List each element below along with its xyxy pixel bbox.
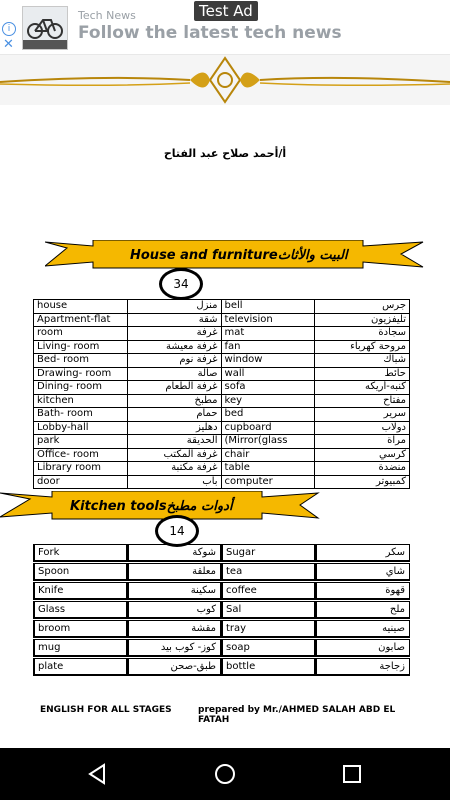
- arabic-word: سكينة: [127, 582, 221, 600]
- arabic-word: مفتاح: [315, 394, 410, 408]
- english-word: Living- room: [34, 340, 128, 354]
- table-row: [33, 563, 410, 581]
- arabic-word: حائط: [315, 367, 410, 381]
- arabic-word: معلقة: [127, 563, 221, 581]
- count-badge-house: 34: [159, 268, 203, 300]
- table-row: [33, 601, 410, 619]
- arabic-word: غرفة مكتبة: [127, 462, 221, 476]
- table-row: [34, 327, 410, 341]
- arabic-word: صينيه: [315, 620, 410, 638]
- arabic-word: غرفة معيشة: [127, 340, 221, 354]
- arabic-word: ملح: [315, 601, 410, 619]
- arabic-word: غرفة الطعام: [127, 381, 221, 395]
- english-word: bed: [221, 408, 315, 422]
- arabic-word: كوب: [127, 601, 221, 619]
- english-word: door: [34, 475, 128, 489]
- arabic-word: حمام: [127, 408, 221, 422]
- english-word: room: [34, 327, 128, 341]
- english-word: Office- room: [34, 448, 128, 462]
- ad-info-icon[interactable]: i: [2, 22, 16, 36]
- section-title-house: House and furnitureالبيت والأثاث: [130, 248, 348, 263]
- vocab-table-house: [33, 299, 410, 489]
- back-icon[interactable]: [86, 762, 110, 786]
- table-row: [33, 620, 410, 638]
- arabic-word: شقة: [127, 313, 221, 327]
- english-word: house: [34, 300, 128, 314]
- table-row: [33, 544, 410, 562]
- table-row: [34, 381, 410, 395]
- table-row: [34, 354, 410, 368]
- english-word: Sugar: [221, 544, 315, 562]
- decorative-ornament: [0, 55, 450, 105]
- english-word: Lobby-hall: [34, 421, 128, 435]
- english-word: Spoon: [33, 563, 127, 581]
- table-row: [33, 582, 410, 600]
- arabic-word: تليفزيون: [315, 313, 410, 327]
- english-word: (Mirror(glass: [221, 435, 315, 449]
- footer-right: prepared by Mr./AHMED SALAH ABD EL FATAH: [198, 705, 396, 725]
- table-row: [34, 367, 410, 381]
- ad-close-icon[interactable]: ✕: [3, 37, 14, 52]
- english-word: Library room: [34, 462, 128, 476]
- english-word: fan: [221, 340, 315, 354]
- table-row: [34, 394, 410, 408]
- arabic-word: منضدة: [315, 462, 410, 476]
- table-row: [34, 448, 410, 462]
- english-word: Knife: [33, 582, 127, 600]
- table-row: [33, 658, 410, 676]
- arabic-word: زجاجة: [315, 658, 410, 676]
- arabic-word: كرسي: [315, 448, 410, 462]
- table-row: [34, 421, 410, 435]
- system-nav-bar: [0, 748, 450, 800]
- arabic-word: مروحة كهرباء: [315, 340, 410, 354]
- arabic-word: قهوة: [315, 582, 410, 600]
- arabic-word: كمبيوتر: [315, 475, 410, 489]
- table-row: [34, 475, 410, 489]
- table-row: [33, 639, 410, 657]
- english-word: Drawing- room: [34, 367, 128, 381]
- arabic-word: باب: [127, 475, 221, 489]
- english-word: mug: [33, 639, 127, 657]
- arabic-word: منزل: [127, 300, 221, 314]
- english-word: Glass: [33, 601, 127, 619]
- english-word: bottle: [221, 658, 315, 676]
- english-word: tea: [221, 563, 315, 581]
- english-word: window: [221, 354, 315, 368]
- arabic-word: مرآة: [315, 435, 410, 449]
- english-word: chair: [221, 448, 315, 462]
- arabic-word: صابون: [315, 639, 410, 657]
- english-word: Bed- room: [34, 354, 128, 368]
- arabic-word: شوكة: [127, 544, 221, 562]
- arabic-word: طبق-صحن: [127, 658, 221, 676]
- english-word: kitchen: [34, 394, 128, 408]
- english-word: computer: [221, 475, 315, 489]
- arabic-word: شباك: [315, 354, 410, 368]
- count-badge-kitchen: 14: [155, 515, 199, 547]
- home-icon[interactable]: [213, 762, 237, 786]
- english-word: Fork: [33, 544, 127, 562]
- english-word: cupboard: [221, 421, 315, 435]
- ad-source: Tech News: [78, 9, 136, 22]
- ad-thumbnail[interactable]: [22, 6, 68, 50]
- english-word: broom: [33, 620, 127, 638]
- page-footer: [40, 705, 410, 725]
- table-row: [34, 300, 410, 314]
- english-word: sofa: [221, 381, 315, 395]
- arabic-word: كنبه-أريكه: [315, 381, 410, 395]
- english-word: table: [221, 462, 315, 476]
- english-word: park: [34, 435, 128, 449]
- arabic-word: دهليز: [127, 421, 221, 435]
- arabic-word: دولاب: [315, 421, 410, 435]
- test-ad-badge: Test Ad: [194, 1, 258, 21]
- arabic-word: مطبخ: [127, 394, 221, 408]
- section-banner-kitchen: [0, 491, 320, 521]
- english-word: Bath- room: [34, 408, 128, 422]
- english-word: Sal: [221, 601, 315, 619]
- table-row: [34, 313, 410, 327]
- arabic-word: سجادة: [315, 327, 410, 341]
- english-word: mat: [221, 327, 315, 341]
- arabic-word: سرير: [315, 408, 410, 422]
- vocab-table-kitchen: [33, 543, 410, 677]
- table-row: [34, 462, 410, 476]
- arabic-word: غرفة نوم: [127, 354, 221, 368]
- bicycle-icon: [23, 7, 67, 49]
- english-word: wall: [221, 367, 315, 381]
- arabic-word: مقشة: [127, 620, 221, 638]
- arabic-word: غرفة: [127, 327, 221, 341]
- english-word: Dining- room: [34, 381, 128, 395]
- arabic-word: كوز- كوب بيد: [127, 639, 221, 657]
- english-word: Apartment-flat: [34, 313, 128, 327]
- arabic-word: سكر: [315, 544, 410, 562]
- section-banner-house: [45, 240, 425, 270]
- arabic-word: شاي: [315, 563, 410, 581]
- table-row: [34, 408, 410, 422]
- arabic-word: جرس: [315, 300, 410, 314]
- ad-headline[interactable]: Follow the latest tech news: [78, 23, 342, 43]
- arabic-word: غرفة المكتب: [127, 448, 221, 462]
- footer-left: ENGLISH FOR ALL STAGES: [40, 705, 172, 715]
- english-word: key: [221, 394, 315, 408]
- recents-icon[interactable]: [340, 762, 364, 786]
- section-title-kitchen: Kitchen toolsأدوات مطبخ: [70, 499, 233, 514]
- arabic-word: الحديقة: [127, 435, 221, 449]
- english-word: coffee: [221, 582, 315, 600]
- english-word: soap: [221, 639, 315, 657]
- author-name: أ/أحمد صلاح عبد الفتاح: [163, 147, 287, 160]
- english-word: tray: [221, 620, 315, 638]
- english-word: television: [221, 313, 315, 327]
- ad-banner[interactable]: [0, 0, 450, 55]
- table-row: [34, 435, 410, 449]
- table-row: [34, 340, 410, 354]
- arabic-word: صالة: [127, 367, 221, 381]
- english-word: bell: [221, 300, 315, 314]
- english-word: plate: [33, 658, 127, 676]
